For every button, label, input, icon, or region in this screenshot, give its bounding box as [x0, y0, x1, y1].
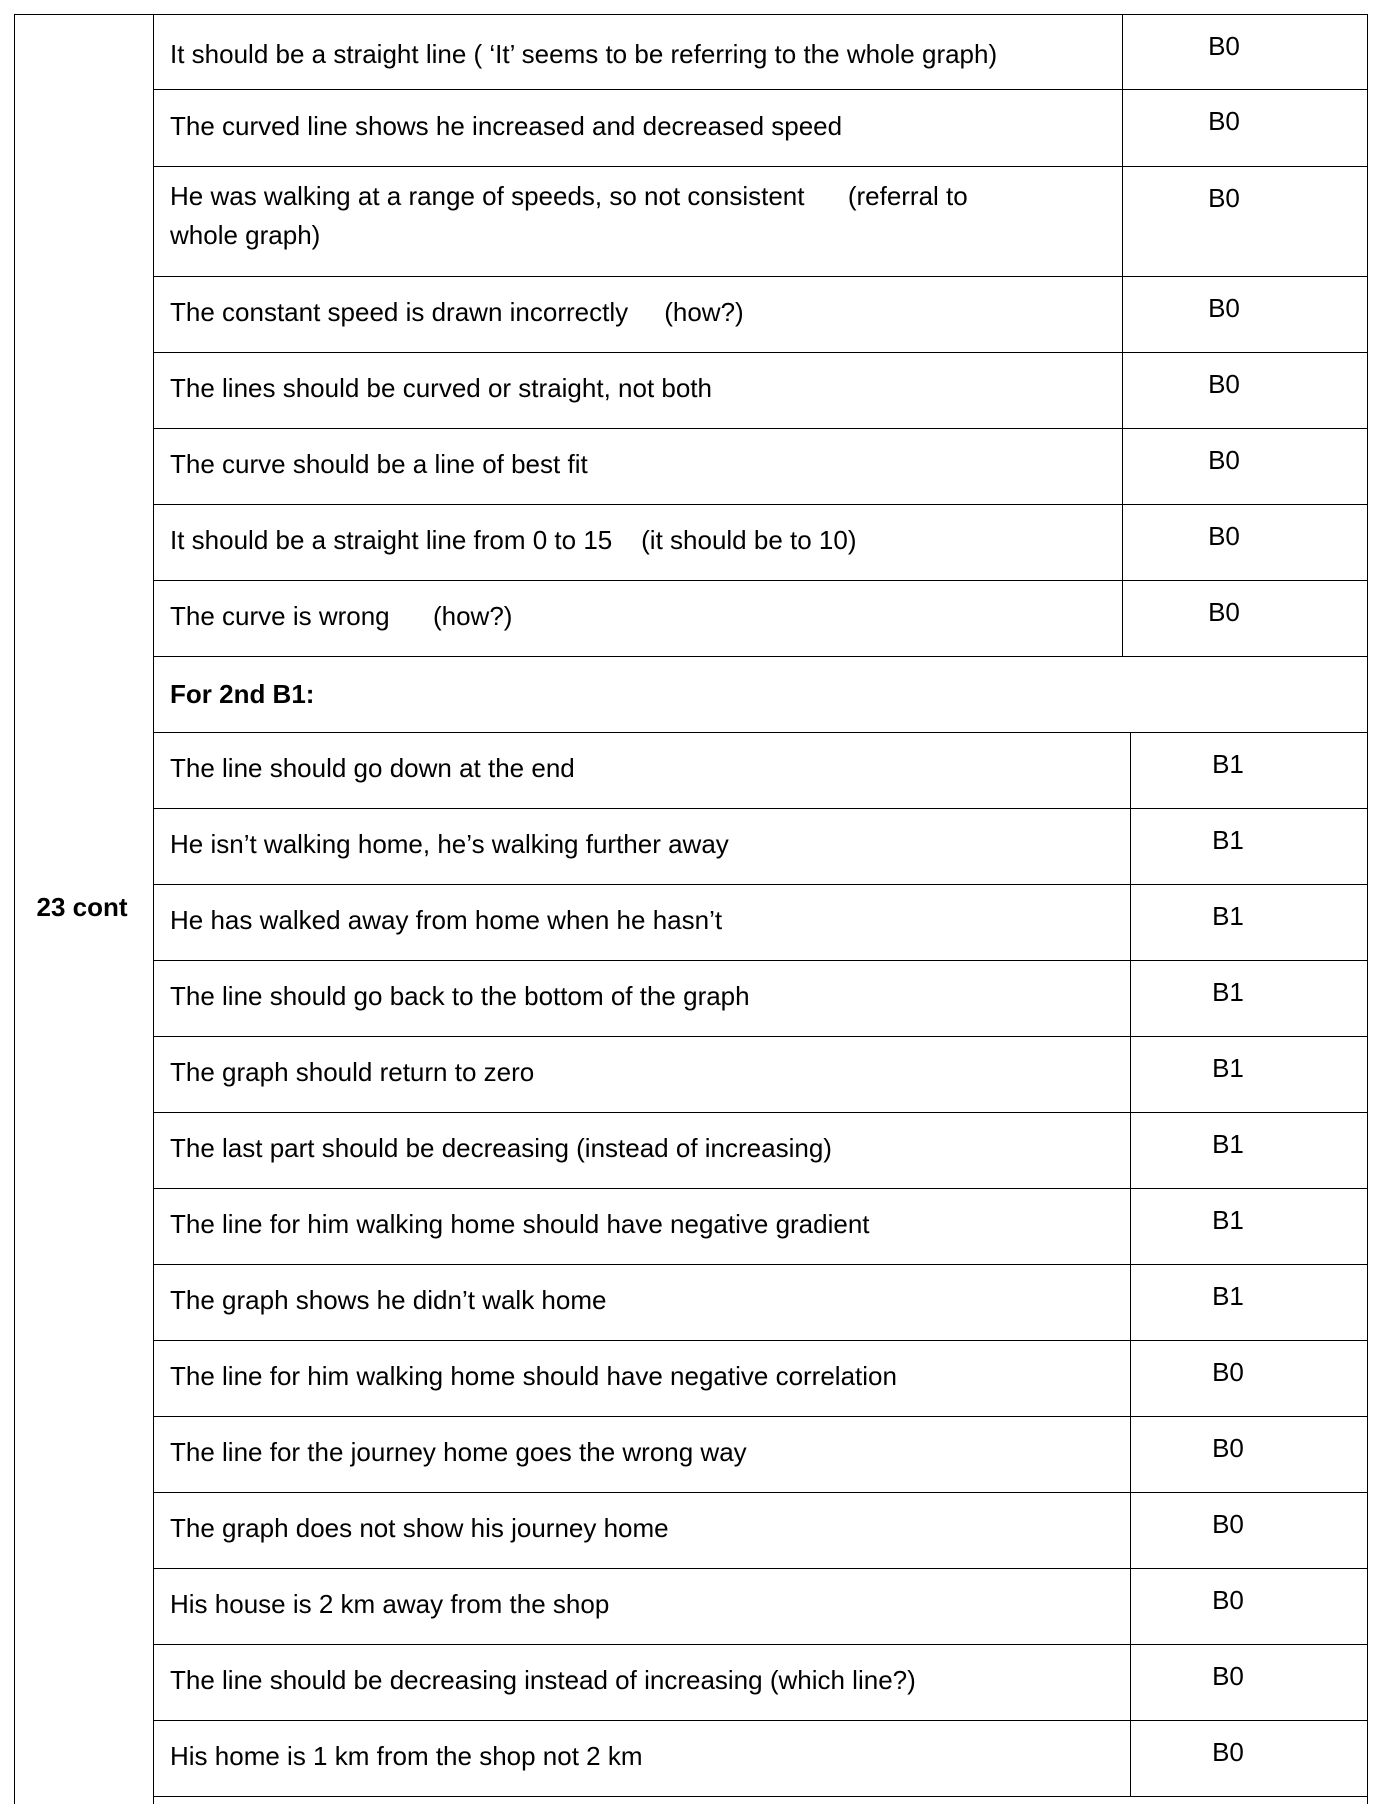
mark-value: B0: [1208, 521, 1240, 551]
column-divider: [1122, 90, 1123, 166]
table-row: [154, 1569, 1368, 1645]
column-divider: [1122, 505, 1123, 580]
mark-value: B1: [1212, 1205, 1244, 1235]
response-text: He isn’t walking home, he’s walking further away: [170, 829, 729, 859]
column-divider: [1122, 15, 1123, 89]
table-row: [154, 90, 1368, 167]
table-row: [154, 1493, 1368, 1569]
mark-value: B0: [1212, 1433, 1244, 1463]
mark-value: B1: [1212, 825, 1244, 855]
column-divider: [1122, 277, 1123, 352]
section-header: For 2nd B1:: [170, 679, 315, 709]
table-row: [154, 429, 1368, 505]
mark-value: B0: [1208, 183, 1240, 213]
column-divider: [1130, 1493, 1131, 1568]
response-text: The line for him walking home should have negative gradient: [170, 1209, 870, 1239]
response-text: The line should be decreasing instead of increasing (which line?): [170, 1665, 916, 1695]
table-right-border: [1367, 14, 1368, 1804]
response-text: The curve is wrong (how?): [170, 601, 513, 631]
column-divider: [1130, 1417, 1131, 1492]
table-row: [154, 1189, 1368, 1265]
column-divider: [1130, 1037, 1131, 1112]
table-row: [154, 14, 1368, 90]
table-row: [154, 961, 1368, 1037]
column-divider: [1130, 885, 1131, 960]
mark-value: B0: [1208, 445, 1240, 475]
question-number-cell: [14, 14, 154, 1804]
column-divider: [1130, 1189, 1131, 1264]
mark-value: B0: [1212, 1509, 1244, 1539]
column-divider: [1130, 1645, 1131, 1720]
table-row: [154, 809, 1368, 885]
mark-value: B1: [1212, 1129, 1244, 1159]
question-number-label: 23 cont: [36, 892, 128, 922]
response-text: He was walking at a range of speeds, so not consistent (referral to whole graph): [170, 181, 968, 250]
column-divider: [1122, 353, 1123, 428]
column-divider: [1130, 1341, 1131, 1416]
table-row: [154, 505, 1368, 581]
response-text: The graph shows he didn’t walk home: [170, 1285, 607, 1315]
table-row: [154, 277, 1368, 353]
column-divider: [1130, 809, 1131, 884]
mark-value: B1: [1212, 901, 1244, 931]
table-row: [154, 1037, 1368, 1113]
response-text: The line should go back to the bottom of the graph: [170, 981, 750, 1011]
column-divider: [1130, 961, 1131, 1036]
column-divider: [1130, 1113, 1131, 1188]
response-text: The last part should be decreasing (instead of increasing): [170, 1133, 832, 1163]
mark-value: B0: [1212, 1737, 1244, 1767]
response-text: The constant speed is drawn incorrectly (how?): [170, 297, 744, 327]
response-text: The curve should be a line of best fit: [170, 449, 588, 479]
column-divider: [1122, 581, 1123, 656]
mark-value: B0: [1208, 369, 1240, 399]
mark-value: B1: [1212, 1053, 1244, 1083]
mark-value: B1: [1212, 749, 1244, 779]
mark-value: B1: [1212, 1281, 1244, 1311]
column-divider: [1122, 429, 1123, 504]
response-text: The line for him walking home should have negative correlation: [170, 1361, 897, 1391]
column-divider: [1130, 1265, 1131, 1340]
response-text: The line should go down at the end: [170, 753, 575, 783]
table-row: [154, 733, 1368, 809]
response-text: The graph should return to zero: [170, 1057, 535, 1087]
table-row: [154, 885, 1368, 961]
table-row: [154, 1341, 1368, 1417]
table-row: [154, 581, 1368, 657]
response-text: It should be a straight line ( ‘It’ seems to be referring to the whole graph): [170, 39, 998, 69]
response-text: The curved line shows he increased and decreased speed: [170, 111, 843, 141]
response-text: His house is 2 km away from the shop: [170, 1589, 610, 1619]
table-row: [154, 1645, 1368, 1721]
mark-value: B0: [1208, 293, 1240, 323]
mark-value: B1: [1212, 977, 1244, 1007]
table-row: [154, 1265, 1368, 1341]
mark-value: B0: [1208, 31, 1240, 61]
response-text: The graph does not show his journey home: [170, 1513, 669, 1543]
column-divider: [1130, 733, 1131, 808]
table-row: [154, 1417, 1368, 1493]
mark-value: B0: [1212, 1661, 1244, 1691]
response-text: It should be a straight line from 0 to 15 (it should be to 10): [170, 525, 857, 555]
column-divider: [1130, 1569, 1131, 1644]
response-text: He has walked away from home when he hasn’t: [170, 905, 723, 935]
mark-value: B0: [1208, 106, 1240, 136]
column-divider: [1130, 1721, 1131, 1796]
section-header-row: [154, 657, 1368, 733]
table-row: [154, 353, 1368, 429]
table-row: [154, 167, 1368, 277]
mark-value: B0: [1212, 1585, 1244, 1615]
table-row: [154, 1113, 1368, 1189]
column-divider: [1122, 167, 1123, 276]
response-text: The line for the journey home goes the wrong way: [170, 1437, 747, 1467]
response-text: His home is 1 km from the shop not 2 km: [170, 1741, 643, 1771]
mark-value: B0: [1208, 597, 1240, 627]
mark-value: B0: [1212, 1357, 1244, 1387]
table-row: [154, 1721, 1368, 1797]
response-text: The lines should be curved or straight, not both: [170, 373, 712, 403]
